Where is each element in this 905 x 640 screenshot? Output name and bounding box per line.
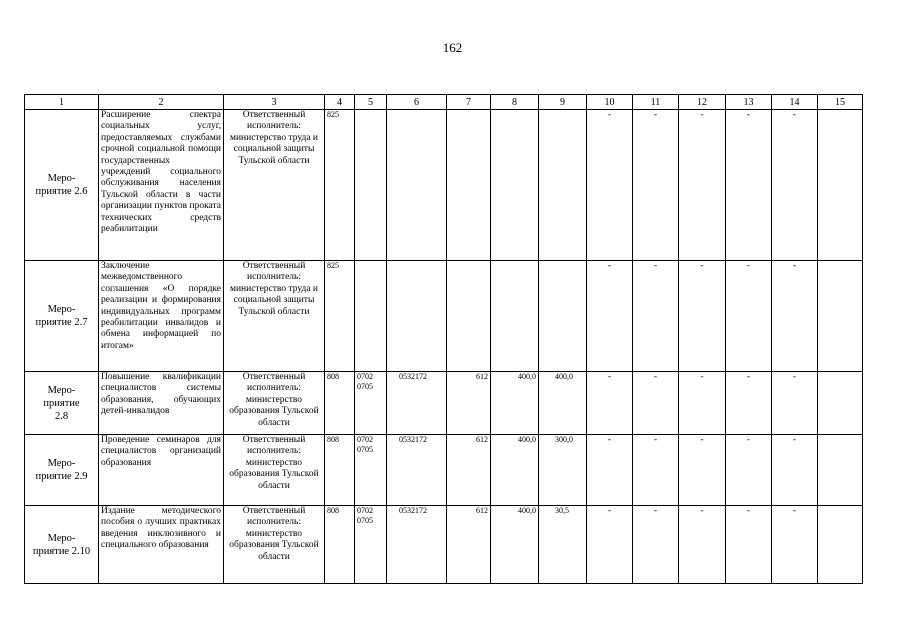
value-cell-14: - — [772, 261, 818, 372]
table-row — [25, 372, 863, 435]
value-cell-15 — [818, 435, 863, 506]
value-cell-10: - — [587, 372, 633, 435]
value-cell-12: - — [679, 372, 726, 435]
value-cell-11: - — [633, 110, 679, 261]
event-cell: Меро- приятие 2.10 — [25, 506, 99, 584]
table-row — [25, 435, 863, 506]
target-article-cell: 0532172 — [387, 435, 447, 506]
column-header-6: 6 — [387, 95, 447, 110]
value-cell-10: - — [587, 435, 633, 506]
value-cell-8: 400,0 — [491, 435, 539, 506]
value-cell-12: - — [679, 435, 726, 506]
section-code-cell — [355, 110, 387, 261]
value-cell-15 — [818, 261, 863, 372]
value-cell-11: - — [633, 372, 679, 435]
expense-type-cell — [447, 261, 491, 372]
value-cell-10: - — [587, 110, 633, 261]
responsible-cell: Ответственный исполнитель: министерство образования Тульской области — [224, 435, 325, 506]
event-cell: Меро- приятие 2.7 — [25, 261, 99, 372]
value-cell-13: - — [726, 261, 772, 372]
expense-type-cell: 612 — [447, 506, 491, 584]
value-cell-11: - — [633, 506, 679, 584]
page-number: 162 — [442, 40, 463, 55]
budget-table — [24, 94, 863, 584]
value-cell-11: - — [633, 435, 679, 506]
value-cell-13: - — [726, 506, 772, 584]
description-cell: Расширение спектра социальных услуг, предоставляемых службами срочной социальной помощи государственных учреждений социального обслуживания населения Тульской области в части организации пунктов проката технических средств реабилитации — [99, 110, 224, 261]
expense-type-cell: 612 — [447, 372, 491, 435]
responsible-cell: Ответственный исполнитель: министерство труда и социальной защиты Тульской области — [224, 110, 325, 261]
value-cell-13: - — [726, 372, 772, 435]
value-cell-15 — [818, 372, 863, 435]
admin-code-cell: 825 — [325, 110, 355, 261]
value-cell-10: - — [587, 506, 633, 584]
value-cell-15 — [818, 110, 863, 261]
column-header-11: 11 — [633, 95, 679, 110]
column-header-15: 15 — [818, 95, 863, 110]
responsible-cell: Ответственный исполнитель: министерство образования Тульской области — [224, 372, 325, 435]
value-cell-11: - — [633, 261, 679, 372]
table-row — [25, 110, 863, 261]
value-cell-14: - — [772, 372, 818, 435]
value-cell-9 — [539, 110, 587, 261]
description-cell: Повышение квалификации специалистов системы образования, обучающих детей-инвалидов — [99, 372, 224, 435]
value-cell-9 — [539, 261, 587, 372]
value-cell-13: - — [726, 110, 772, 261]
admin-code-cell: 825 — [325, 261, 355, 372]
column-header-10: 10 — [587, 95, 633, 110]
target-article-cell: 0532172 — [387, 372, 447, 435]
value-cell-8: 400,0 — [491, 506, 539, 584]
event-cell: Меро- приятие 2.6 — [25, 110, 99, 261]
value-cell-12: - — [679, 261, 726, 372]
section-code-cell — [355, 261, 387, 372]
value-cell-9: 30,5 — [539, 506, 587, 584]
column-header-9: 9 — [539, 95, 587, 110]
column-header-2: 2 — [99, 95, 224, 110]
column-header-3: 3 — [224, 95, 325, 110]
table-row — [25, 506, 863, 584]
column-header-14: 14 — [772, 95, 818, 110]
value-cell-10: - — [587, 261, 633, 372]
event-cell: Меро- приятие 2.8 — [25, 372, 99, 435]
table-row — [25, 261, 863, 372]
column-header-8: 8 — [491, 95, 539, 110]
admin-code-cell: 808 — [325, 372, 355, 435]
value-cell-8 — [491, 110, 539, 261]
expense-type-cell: 612 — [447, 435, 491, 506]
event-cell: Меро- приятие 2.9 — [25, 435, 99, 506]
section-code-cell: 0702 0705 — [355, 435, 387, 506]
expense-type-cell — [447, 110, 491, 261]
value-cell-13: - — [726, 435, 772, 506]
column-header-12: 12 — [679, 95, 726, 110]
column-header-1: 1 — [25, 95, 99, 110]
description-cell: Заключение межведомственного соглашения «О порядке реализации и формирования индивидуальных программ реабилитации инвалидов и обмена информацией по итогам» — [99, 261, 224, 372]
value-cell-9: 300,0 — [539, 435, 587, 506]
target-article-cell — [387, 110, 447, 261]
description-cell: Проведение семинаров для специалистов организаций образования — [99, 435, 224, 506]
value-cell-8: 400,0 — [491, 372, 539, 435]
admin-code-cell: 808 — [325, 435, 355, 506]
value-cell-12: - — [679, 506, 726, 584]
column-header-4: 4 — [325, 95, 355, 110]
column-header-5: 5 — [355, 95, 387, 110]
column-header-13: 13 — [726, 95, 772, 110]
section-code-cell: 0702 0705 — [355, 506, 387, 584]
description-cell: Издание методического пособия о лучших практиках введения инклюзивного и специального образования — [99, 506, 224, 584]
value-cell-15 — [818, 506, 863, 584]
value-cell-9: 400,0 — [539, 372, 587, 435]
value-cell-12: - — [679, 110, 726, 261]
value-cell-14: - — [772, 110, 818, 261]
table-header-row — [25, 95, 863, 110]
responsible-cell: Ответственный исполнитель: министерство образования Тульской области — [224, 506, 325, 584]
responsible-cell: Ответственный исполнитель: министерство труда и социальной защиты Тульской области — [224, 261, 325, 372]
admin-code-cell: 808 — [325, 506, 355, 584]
value-cell-14: - — [772, 506, 818, 584]
value-cell-14: - — [772, 435, 818, 506]
column-header-7: 7 — [447, 95, 491, 110]
target-article-cell — [387, 261, 447, 372]
target-article-cell: 0532172 — [387, 506, 447, 584]
section-code-cell: 0702 0705 — [355, 372, 387, 435]
value-cell-8 — [491, 261, 539, 372]
